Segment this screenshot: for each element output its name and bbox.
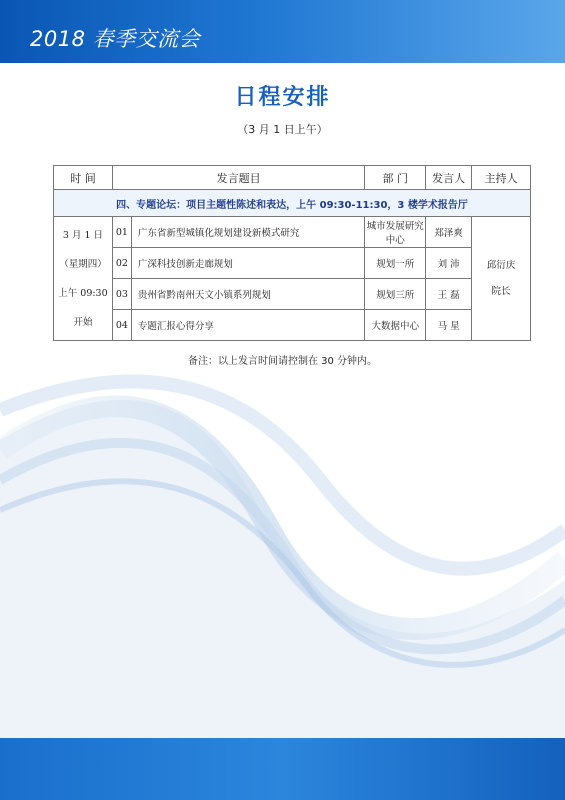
table-row	[54, 248, 531, 279]
header-host: 主持人	[472, 166, 531, 190]
header-banner	[0, 0, 565, 63]
table-row	[54, 217, 531, 248]
table-header-row	[54, 166, 531, 190]
time-date: 3 月 1 日	[62, 229, 104, 241]
footnote: 备注：以上发言时间请控制在 30 分钟内。	[187, 356, 378, 367]
table-row	[54, 279, 531, 310]
page-title: 日程安排	[234, 85, 331, 110]
row-department: 大数据中心	[365, 310, 426, 341]
schedule-table	[53, 165, 531, 341]
header-time: 时 间	[54, 166, 113, 190]
row-department: 规划一所	[365, 248, 426, 279]
row-number: 02	[112, 248, 131, 279]
row-department: 城市发展研究中心	[365, 217, 426, 248]
table-row	[54, 310, 531, 341]
row-speaker: 马 星	[426, 310, 472, 341]
row-topic: 广东省新型城镇化规划建设新模式研究	[131, 217, 364, 248]
row-number: 04	[112, 310, 131, 341]
header-speaker: 发言人	[426, 166, 472, 190]
row-speaker: 王 磊	[426, 279, 472, 310]
time-weekday: （星期四）	[59, 258, 107, 270]
time-begin: 开始	[73, 316, 93, 328]
row-topic: 广深科技创新走廊规划	[131, 248, 364, 279]
host-title: 院长	[491, 285, 511, 297]
host-name: 邱衍庆	[486, 259, 516, 271]
page-subtitle: （3 月 1 日上午）	[237, 123, 328, 136]
host-cell	[472, 217, 531, 341]
footer-banner	[0, 738, 565, 800]
row-number: 01	[112, 217, 131, 248]
header-department: 部 门	[365, 166, 426, 190]
section-row	[54, 190, 531, 217]
row-topic: 专题汇报心得分享	[131, 310, 364, 341]
section-title: 四、专题论坛：项目主题性陈述和表达，上午 09:30-11:30，3 楼学术报告厅	[54, 190, 531, 217]
row-speaker: 郑泽爽	[426, 217, 472, 248]
row-number: 03	[112, 279, 131, 310]
row-topic: 贵州省黔南州天文小镇系列规划	[131, 279, 364, 310]
time-start: 上午 09:30	[58, 287, 108, 299]
header-topic: 发言题目	[112, 166, 364, 190]
background-wave-decoration	[0, 330, 565, 740]
row-department: 规划三所	[365, 279, 426, 310]
row-speaker: 刘 沛	[426, 248, 472, 279]
time-cell	[54, 217, 113, 341]
event-title: 2018 春季交流会	[30, 27, 201, 51]
